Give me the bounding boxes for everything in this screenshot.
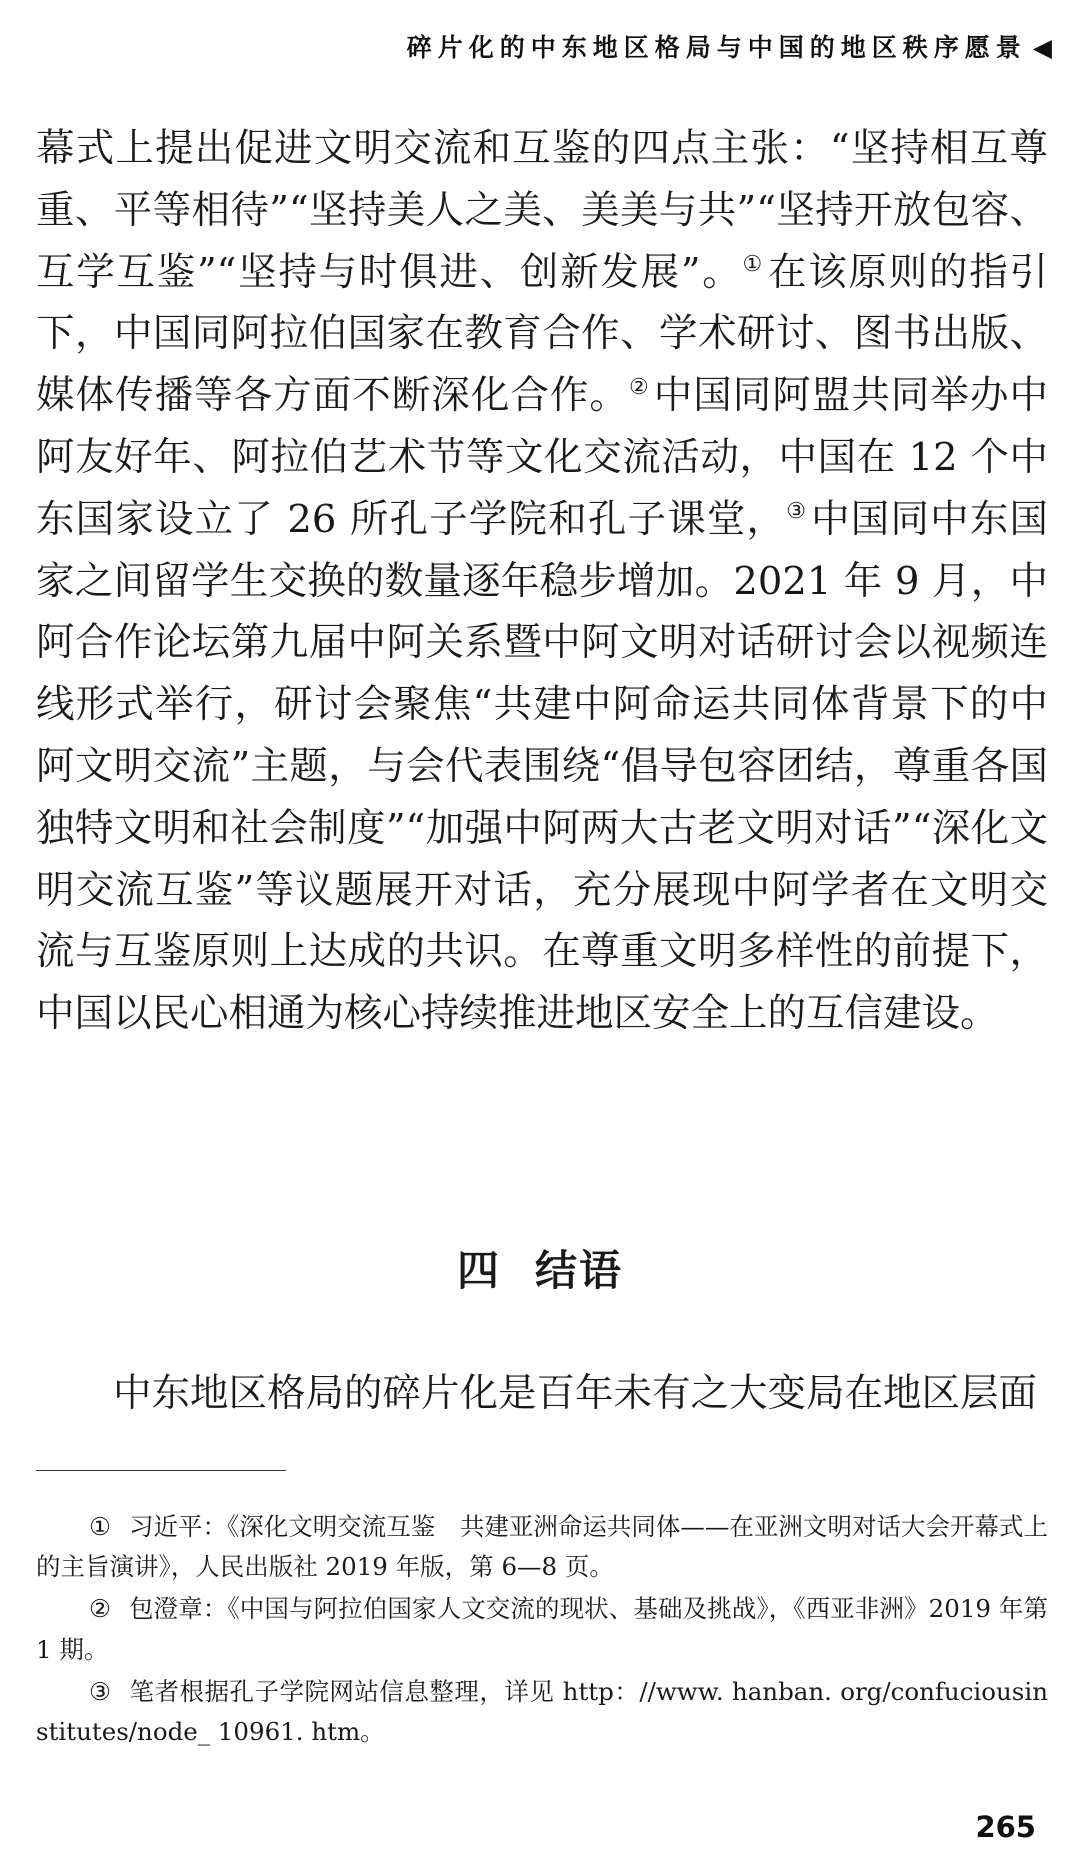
- page-number: 265: [975, 1810, 1036, 1844]
- body-text-part-2: 在该原则的指引下，中国同阿拉伯国家在教育合作、学术研讨、图书出版、媒体传播等各方面不断深化合作。: [36, 249, 1048, 419]
- section-title: 结语: [535, 1246, 624, 1295]
- footnote-mark-3: ③: [89, 1676, 112, 1706]
- body-paragraph: [36, 118, 1048, 1045]
- footnote-1: [36, 1507, 1048, 1587]
- footnote-3: [36, 1672, 1048, 1752]
- footnote-2: [36, 1589, 1048, 1669]
- running-header: [407, 28, 1052, 64]
- body-text-part-1: 幕式上提出促进文明交流和互鉴的四点主张：“坚持相互尊重、平等相待”“坚持美人之美、美美与共”“坚持开放包容、互学互鉴”“坚持与时俱进、创新发展”。: [36, 126, 1048, 295]
- footnote-mark-2: ②: [89, 1594, 112, 1624]
- body-text: [36, 118, 1048, 1045]
- footnote-ref-2[interactable]: ②: [628, 375, 650, 401]
- footnote-text-2: 包澄章：《中国与阿拉伯国家人文交流的现状、基础及挑战》，《西亚非洲》2019 年第 1 期。: [36, 1594, 1048, 1664]
- footnote-ref-3[interactable]: ③: [786, 498, 808, 524]
- section-number: 四: [456, 1246, 501, 1295]
- body-text-part-4: 中国同中东国家之间留学生交换的数量逐年稳步增加。2021 年 9 月，中阿合作论坛第九届中阿关系暨中阿文明对话研讨会以视频连线形式举行，研讨会聚焦“共建中阿命运共同体背景下的中阿文明交流”主题，与会代表围绕“倡导包容团结，尊重各国独特文明和社会制度”“加强中阿两大古老文明对话”“深化文明交流互鉴”等议题展开对话，充分展现中阿学者在文明交流与互鉴原则上达成的共识。在尊重文明多样性的前提下，中国以民心相通为核心持续推进地区安全上的互信建设。: [36, 496, 1048, 1037]
- running-title: 碎片化的中东地区格局与中国的地区秩序愿景: [406, 33, 1027, 62]
- footnote-text-3: 笔者根据孔子学院网站信息整理，详见 http：//www. hanban. org/confuciousinstitutes/node_ 10961. htm。: [36, 1676, 1048, 1747]
- footnotes: [36, 1507, 1048, 1754]
- footnote-divider: [36, 1470, 286, 1471]
- header-arrow-icon: ◀: [1032, 33, 1052, 62]
- footnote-ref-1[interactable]: ①: [742, 251, 764, 277]
- footnote-mark-1: ①: [89, 1512, 111, 1541]
- body-text-part-3: 中国同阿盟共同举办中阿友好年、阿拉伯艺术节等文化交流活动，中国在 12 个中东国家设立了 26 所孔子学院和孔子课堂，: [36, 373, 1048, 542]
- conclusion-paragraph: 中东地区格局的碎片化是百年未有之大变局在地区层面: [113, 1371, 1038, 1416]
- section-heading: [0, 1238, 1080, 1298]
- footnote-text-1: 习近平：《深化文明交流互鉴 共建亚洲命运共同体——在亚洲文明对话大会开幕式上的主旨演讲》，人民出版社 2019 年版，第 6—8 页。: [36, 1512, 1049, 1582]
